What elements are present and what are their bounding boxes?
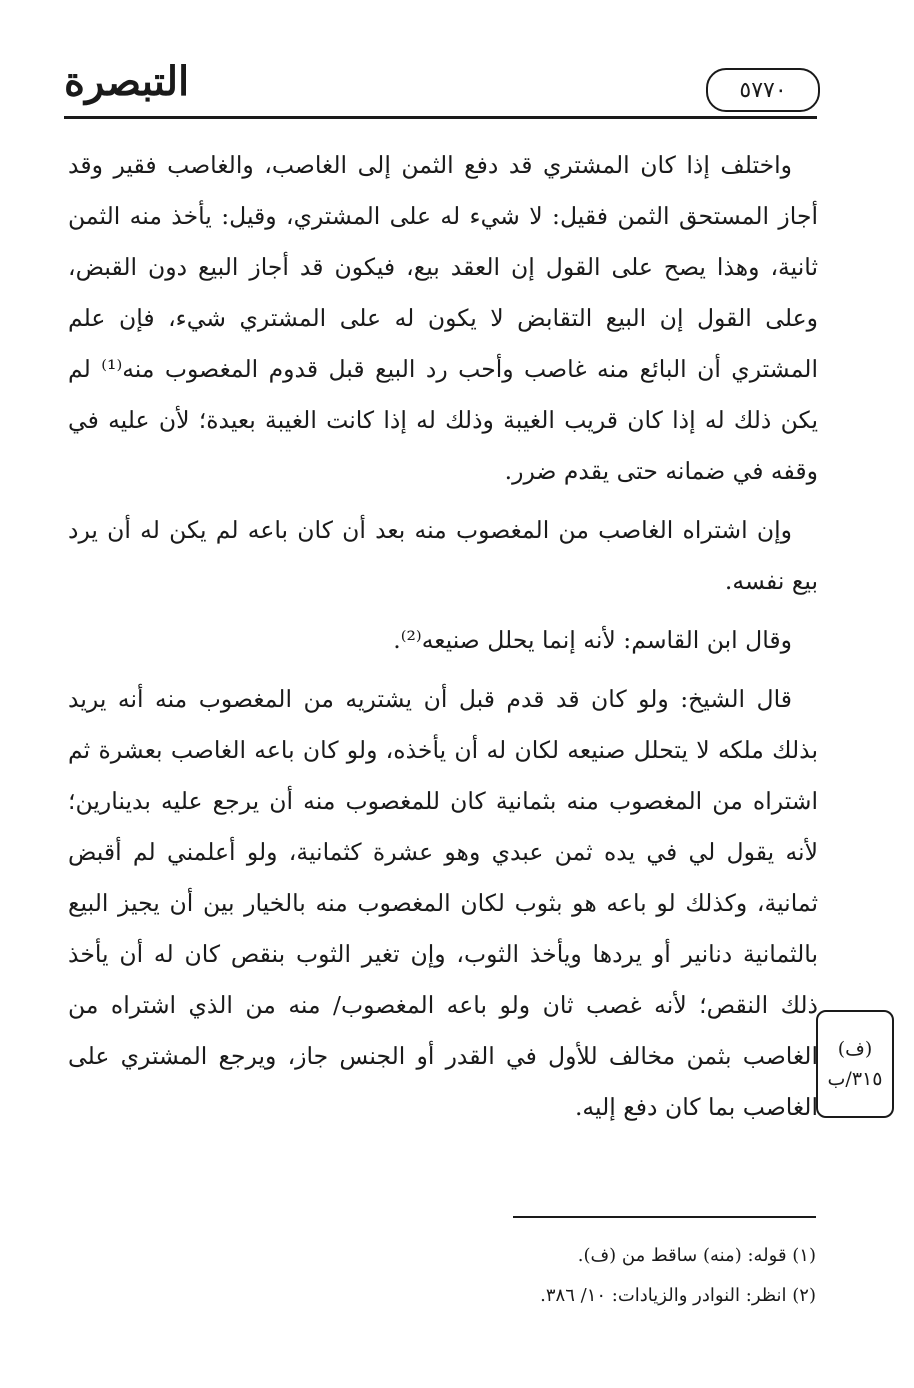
footnote-rule — [513, 1216, 816, 1218]
footnotes — [300, 1236, 816, 1316]
manuscript-margin-note — [816, 1010, 894, 1118]
paragraph-1: واختلف إذا كان المشتري قد دفع الثمن إلى الغاصب، والغاصب فقير وقد أجاز المستحق الثمن فقيل: لا شيء له على المشتري، وقيل: يأخذ منه الثمن ثانية، وهذا يصح على القول إن العقد بيع، فيكون قد أجاز البيع دون القبض، وعلى القول إن البيع التقابض لا يكون له على المشتري شيء، فإن علم المشتري أن البائع منه غاصب وأحب رد البيع قبل قدوم المغصوب منه⁽¹⁾ لم يكن ذلك له إذا كان قريب الغيبة وذلك له إذا كانت الغيبة بعيدة؛ لأن عليه في وقفه في ضمانه حتى يقدم ضرر. — [68, 151, 818, 485]
footnote-1: (١) قوله: (منه) ساقط من (ف). — [577, 1245, 816, 1266]
header-rule — [64, 116, 817, 119]
page-number-badge — [706, 68, 820, 112]
footnote-2: (٢) انظر: النوادر والزيادات: ١٠/ ٣٨٦. — [540, 1285, 816, 1306]
paragraph-2: وإن اشتراه الغاصب من المغصوب منه بعد أن كان باعه لم يكن له أن يرد بيع نفسه. — [68, 516, 818, 595]
margin-note-source: (ف) — [837, 1038, 873, 1060]
paragraph-3: وقال ابن القاسم: لأنه إنما يحلل صنيعه⁽²⁾. — [393, 626, 792, 654]
margin-note-folio: ٣١٥/ب — [827, 1068, 883, 1090]
paragraph-4: قال الشيخ: ولو كان قد قدم قبل أن يشتريه من المغصوب منه أنه يريد بذلك ملكه لا يتحلل صنيعه لكان له أن يأخذه، ولو كان باعه الغاصب بعشرة ثم اشتراه من المغصوب منه بثمانية كان للمغصوب منه أن يرجع عليه بدينارين؛ لأنه يقول لي في يده ثمن عبدي وهو عشرة كثمانية، ولو أعلمني لم أقبض ثمانية، وكذلك لو باعه هو بثوب لكان المغصوب منه بالخيار بين أن يجيز البيع بالثمانية دنانير أو يردها ويأخذ الثوب، وإن تغير الثوب بنقص كان له أن يأخذ ذلك النقص؛ لأنه غصب ثان ولو باعه المغصوب/ منه من الذي اشتراه من الغاصب بثمن مخالف للأول في القدر أو الجنس جاز، ويرجع المشتري على الغاصب بما كان دفع إليه. — [68, 685, 818, 1121]
page-number: ٥٧٧٠ — [739, 77, 787, 103]
book-title: التبصرة — [64, 58, 190, 105]
main-text — [68, 140, 818, 1133]
